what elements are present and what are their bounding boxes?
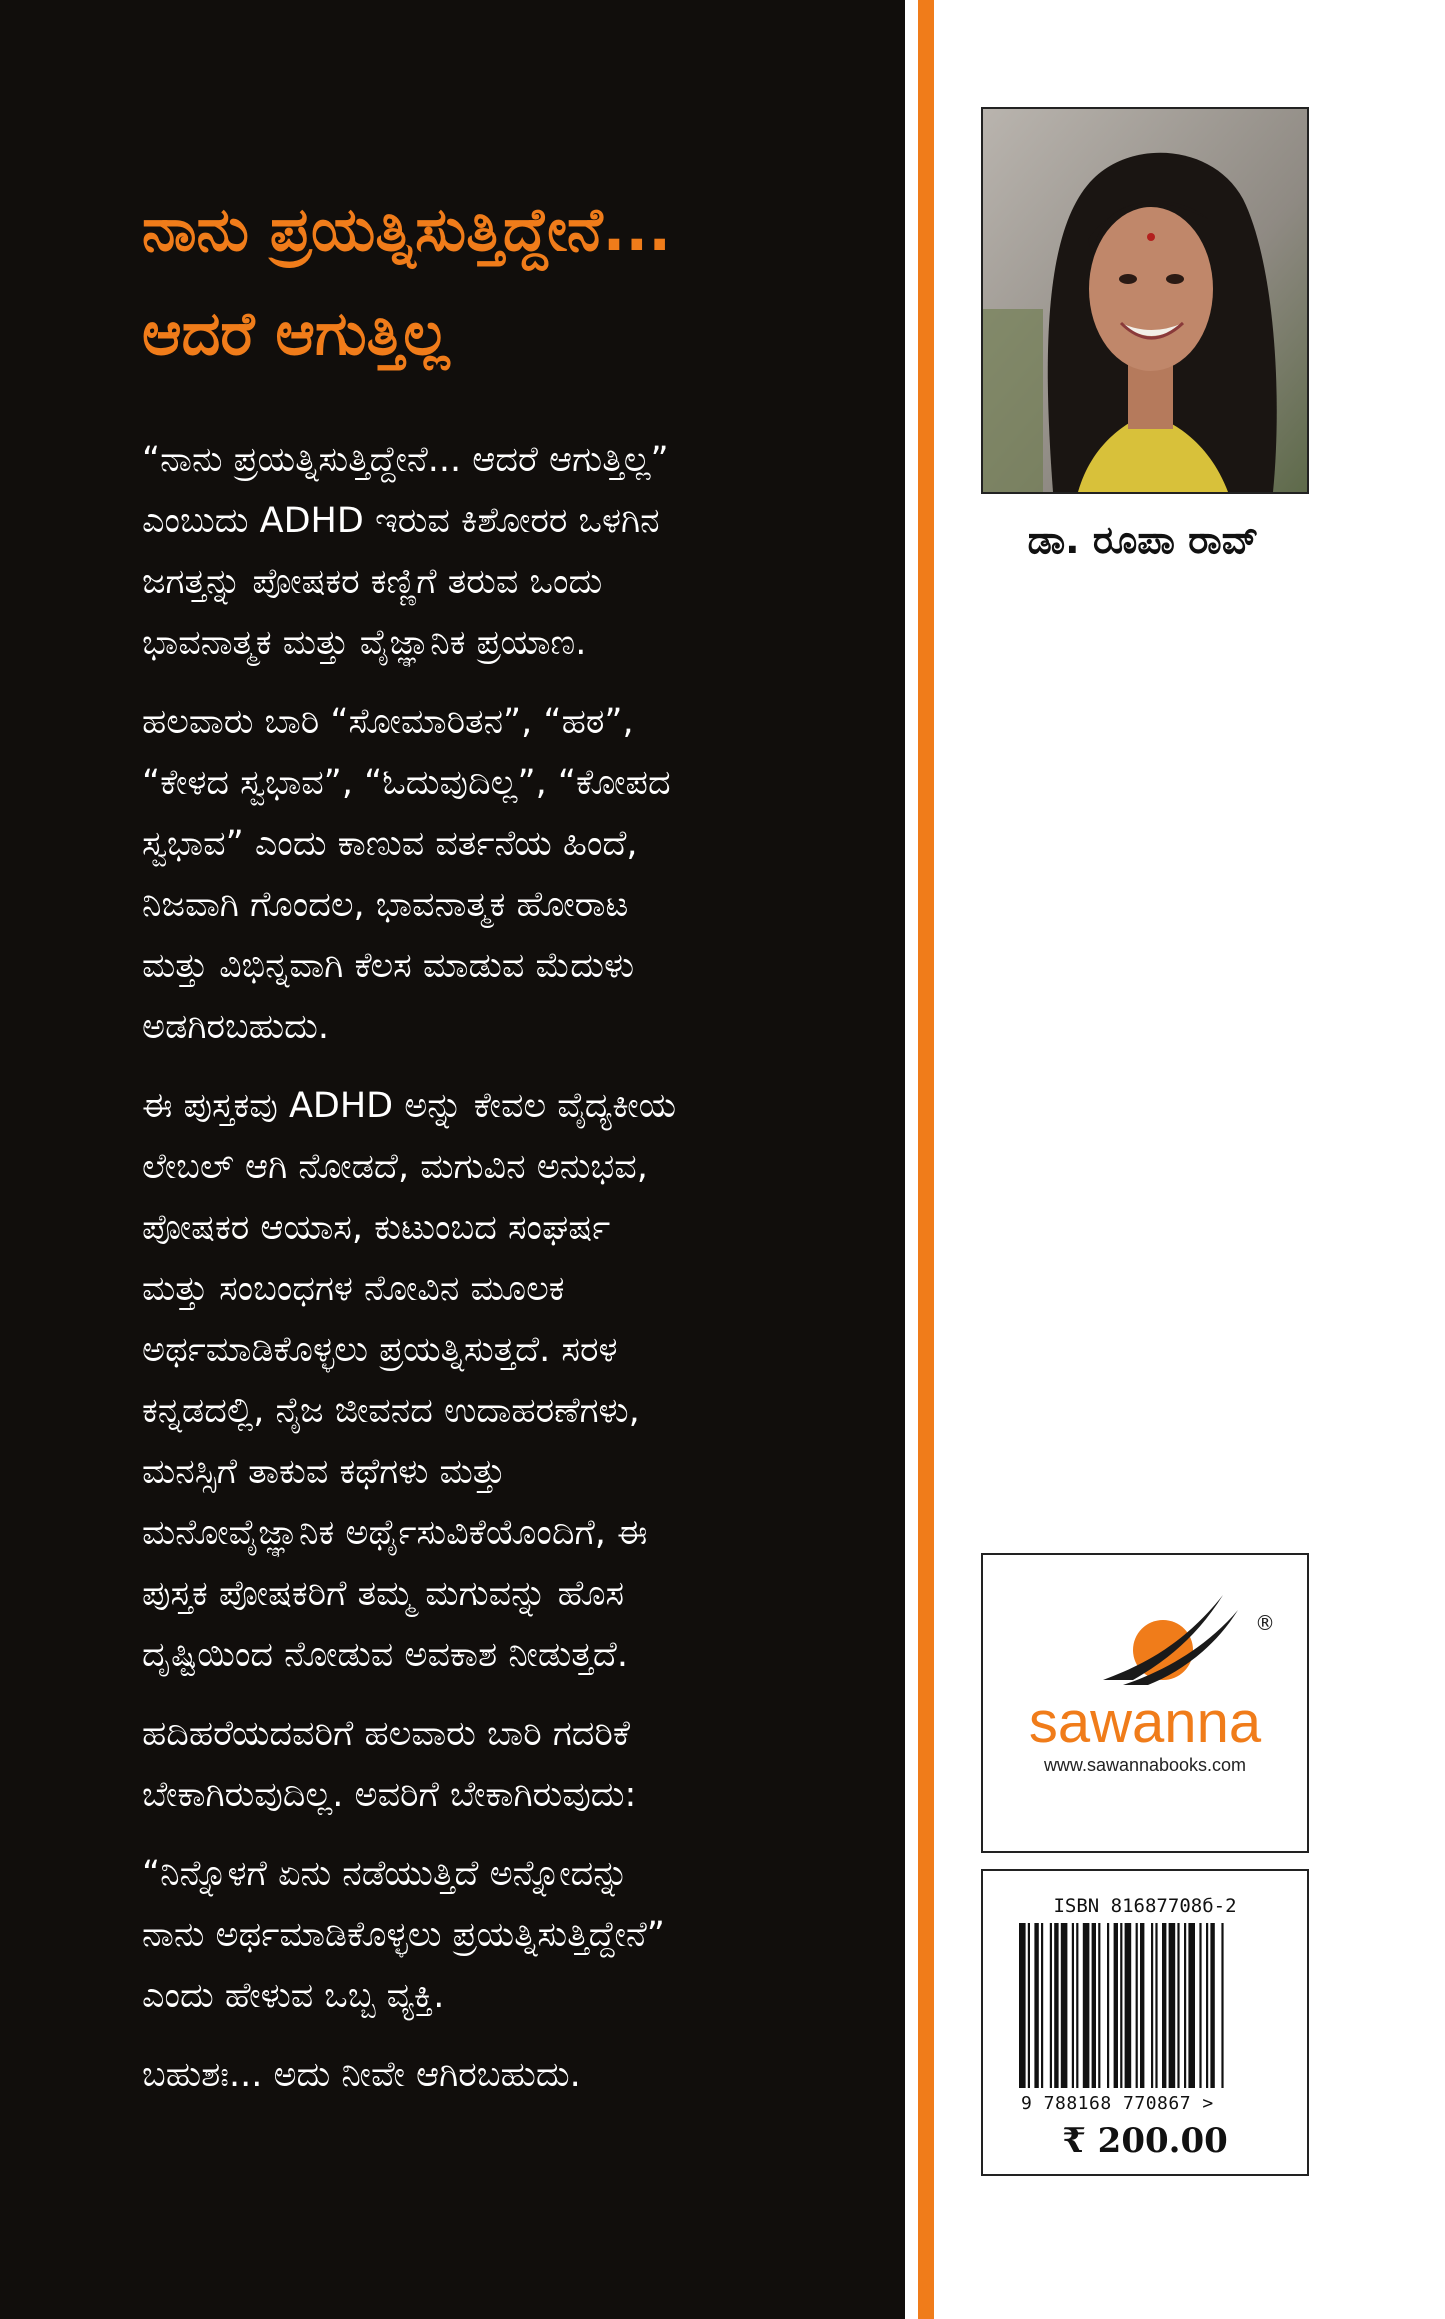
publisher-name: sawanna (1028, 1690, 1262, 1755)
barcode-bar (1169, 1923, 1176, 2088)
barcode-bar (1199, 1923, 1201, 2088)
publisher-website: www.sawannabooks.com (1043, 1755, 1247, 1775)
blurb-paragraph: ಹದಿಹರೆಯದವರಿಗೆ ಹಲವಾರು ಬಾರಿ ಗದರಿಕೆ ಬೇಕಾಗಿರುವುದಿಲ್ಲ. ಅವರಿಗೆ ಬೇಕಾಗಿರುವುದು: (142, 1714, 637, 1815)
barcode-bar (1098, 1923, 1100, 2088)
barcode-bar (1041, 1923, 1043, 2088)
barcode-bar (1162, 1923, 1166, 2088)
author-photo (981, 107, 1309, 494)
barcode-bar (1136, 1923, 1138, 2088)
publisher-logo-box (981, 1553, 1309, 1853)
blurb-paragraph: “ನಾನು ಪ್ರಯತ್ನಿಸುತ್ತಿದ್ದೇನೆ... ಆದರೆ ಆಗುತ್ತಿಲ್ಲ” ಎಂಬುದು ADHD ಇರುವ ಕಿಶೋರರ ಒಳಗಿನ ಜಗತ್ತನ್ನು ಪೋಷಕರ ಕಣ್ಣಿಗೆ ತರುವ ಒಂದು ಭಾವನಾತ್ಮಕ ಮತ್ತು ವೈಜ್ಞಾನಿಕ ಪ್ರಯಾಣ. (142, 440, 669, 663)
barcode-bar (1206, 1923, 1208, 2088)
barcode-icon (983, 1871, 1307, 2091)
author-name: ಡಾ. ರೂಪಾ ರಾವ್ (1027, 518, 1259, 562)
barcode-bar (1151, 1923, 1153, 2088)
isbn-text: ISBN 81687708б-2 (1053, 1895, 1237, 1917)
barcode-bar (1076, 1923, 1078, 2088)
barcode-bar (1050, 1923, 1052, 2088)
barcode-box (981, 1869, 1309, 2176)
book-title-line-2: ಆದರೆ ಆಗುತ್ತಿಲ್ಲ (142, 299, 450, 369)
barcode-bar (1072, 1923, 1074, 2088)
barcode-bar (1188, 1923, 1195, 2088)
price: ₹ 200.00 (1062, 2121, 1228, 2161)
blurb-paragraph: ಹಲವಾರು ಬಾರಿ “ಸೋಮಾರಿತನ”, “ಹಠ”, “ಕೇಳದ ಸ್ವಭಾವ”, “ಓದುವುದಿಲ್ಲ”, “ಕೋಪದ ಸ್ವಭಾವ” ಎಂದು ಕಾಣುವ ವರ್ತನೆಯ ಹಿಂದೆ, ನಿಜವಾಗಿ ಗೊಂದಲ, ಭಾವನಾತ್ಮಕ ಹೋರಾಟ ಮತ್ತು ವಿಭಿನ್ನವಾಗಿ ಕೆಲಸ ಮಾಡುವ ಮೆದುಳು ಅಡಗಿರಬಹುದು. (142, 702, 671, 1047)
barcode-bar (1120, 1923, 1122, 2088)
barcode-bar (1034, 1923, 1038, 2088)
blurb-paragraph: “ನಿನ್ನೊಳಗೆ ಏನು ನಡೆಯುತ್ತಿದೆ ಅನ್ನೋದನ್ನು ನಾನು ಅರ್ಥಮಾಡಿಕೊಳ್ಳಲು ಪ್ರಯತ್ನಿಸುತ್ತಿದ್ದೇನೆ” ಎಂದು ಹೇಳುವ ಒಬ್ಬ ವ್ಯಕ್ತಿ. (142, 1854, 665, 2016)
barcode-bar (1092, 1923, 1096, 2088)
blurb-paragraph: ಬಹುಶಃ... ಅದು ನೀವೇ ಆಗಿರಬಹುದು. (142, 2055, 581, 2095)
barcode-bar (1028, 1923, 1030, 2088)
barcode-bar (1019, 1923, 1026, 2088)
author-portrait-illustration (983, 109, 1307, 492)
book-title (142, 178, 862, 386)
registered-mark: ® (1255, 1611, 1275, 1635)
barcode-bar (1054, 1923, 1058, 2088)
barcode-bar (1083, 1923, 1090, 2088)
barcode-bar (1061, 1923, 1068, 2088)
barcode-bar (1184, 1923, 1186, 2088)
barcode-bar (1107, 1923, 1109, 2088)
barcode-bar (1221, 1923, 1223, 2088)
blurb-paragraph: ಈ ಪುಸ್ತಕವು ADHD ಅನ್ನು ಕೇವಲ ವೈದ್ಯಕೀಯ ಲೇಬಲ್ ಆಗಿ ನೋಡದೆ, ಮಗುವಿನ ಅನುಭವ, ಪೋಷಕರ ಆಯಾಸ, ಕುಟುಂಬದ ಸಂಘರ್ಷ ಮತ್ತು ಸಂಬಂಧಗಳ ನೋವಿನ ಮೂಲಕ ಅರ್ಥಮಾಡಿಕೊಳ್ಳಲು ಪ್ರಯತ್ನಿಸುತ್ತದೆ. ಸರಳ ಕನ್ನಡದಲ್ಲಿ, ನೈಜ ಜೀವನದ ಉದಾಹರಣೆಗಳು, ಮನಸ್ಸಿಗೆ ತಾಕುವ ಕಥೆಗಳು ಮತ್ತು ಮನೋವೈಜ್ಞಾನಿಕ ಅರ್ಥೈಸುವಿಕೆಯೊಂದಿಗೆ, ಈ ಪುಸ್ತಕ ಪೋಷಕರಿಗೆ ತಮ್ಮ ಮಗುವನ್ನು ಹೊಸ ದೃಷ್ಟಿಯಿಂದ ನೋಡುವ ಅವಕಾಶ ನೀಡುತ್ತದೆ. (142, 1086, 677, 1675)
barcode-bar (1125, 1923, 1132, 2088)
spine-accent-strip (918, 0, 934, 2319)
barcode-bar (1140, 1923, 1144, 2088)
barcode-bar (1114, 1923, 1118, 2088)
book-title-line-1: ನಾನು ಪ್ರಯತ್ನಿಸುತ್ತಿದ್ದೇನೆ... (142, 195, 672, 265)
barcode-digits: 9 788168 770867 > (1021, 2093, 1214, 2114)
barcode-bar (1210, 1923, 1214, 2088)
blurb (142, 430, 862, 2124)
barcode-bar (1177, 1923, 1179, 2088)
barcode-bar (1155, 1923, 1157, 2088)
